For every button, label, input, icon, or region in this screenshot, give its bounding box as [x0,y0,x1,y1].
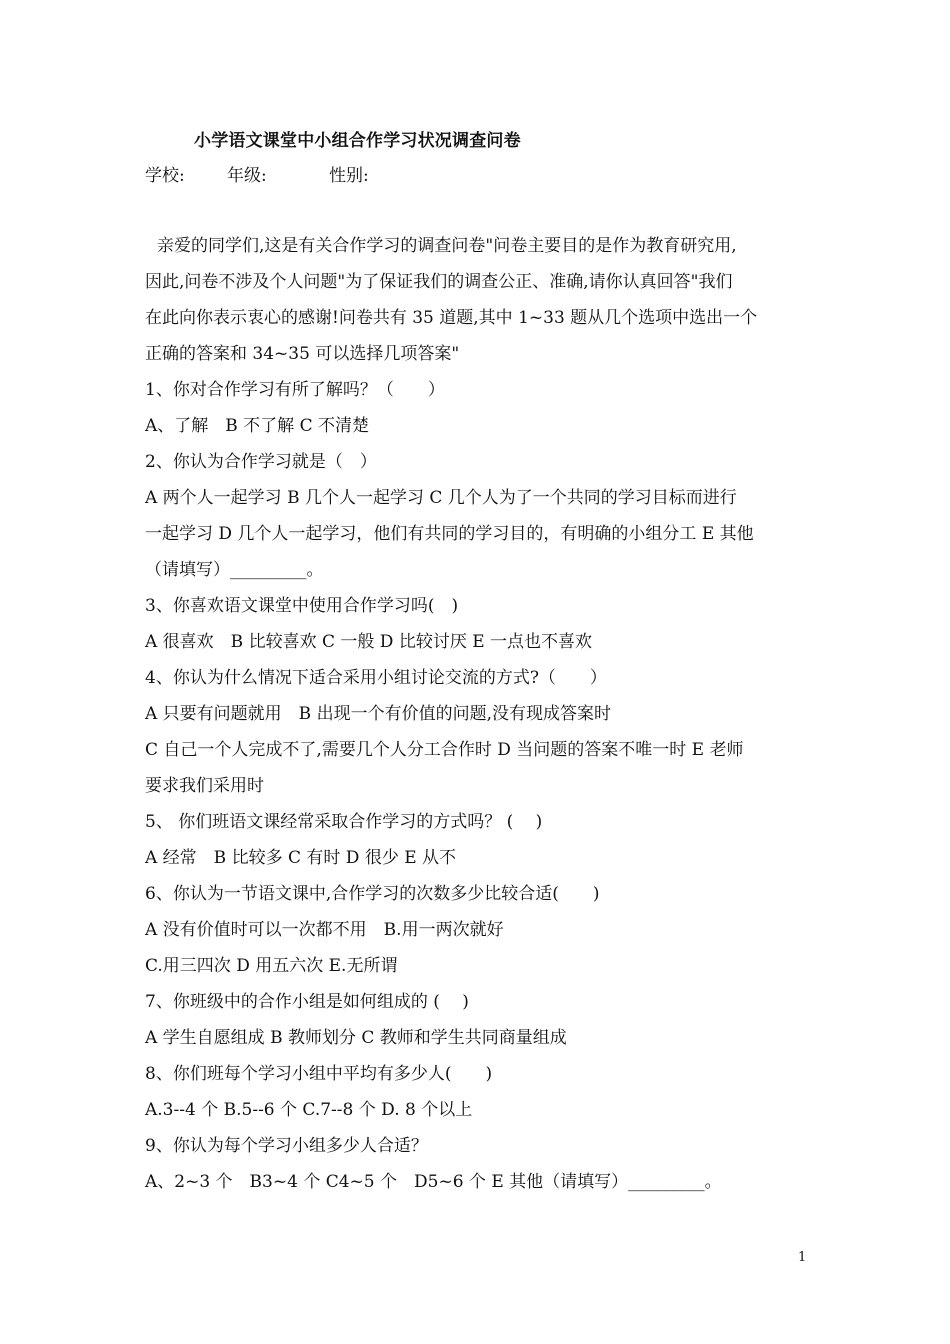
document-title: 小学语文课堂中小组合作学习状况调查问卷 [194,131,521,151]
question-4-options: C 自己一个人完成不了,需要几个人分工合作时 D 当问题的答案不唯一时 E 老师 [145,740,744,760]
question-2-options: （请填写）_________。 [145,560,324,580]
gender-field-label: 性别: [329,166,369,186]
question-8-options: A.3--4 个 B.5--6 个 C.7--8 个 D. 8 个以上 [145,1100,473,1120]
question-7-options: A 学生自愿组成 B 教师划分 C 教师和学生共同商量组成 [145,1028,567,1048]
question-6-options: A 没有价值时可以一次都不用 B.用一两次就好 [145,920,504,940]
question-3: 3、你喜欢语文课堂中使用合作学习吗( ) [145,596,459,616]
question-5: 5、 你们班语文课经常采取合作学习的方式吗？ ( ) [145,812,543,832]
page-number: 1 [798,1250,807,1265]
header-fields [145,161,369,186]
intro-line: 因此,问卷不涉及个人问题"为了保证我们的调查公正、准确,请你认真回答"我们 [145,272,733,292]
question-4-options: 要求我们采用时 [145,776,264,796]
question-8: 8、你们班每个学习小组中平均有多少人( ) [145,1064,493,1084]
question-1: 1、你对合作学习有所了解吗？（ ） [145,380,445,400]
question-2-options: 一起学习 D 几个人一起学习，他们有共同的学习目的，有明确的小组分工 E 其他 [145,524,754,544]
question-9: 9、你认为每个学习小组多少人合适？ [145,1136,428,1156]
question-3-options: A 很喜欢 B 比较喜欢 C 一般 D 比较讨厌 E 一点也不喜欢 [145,632,593,652]
question-6: 6、你认为一节语文课中,合作学习的次数多少比较合适( ) [145,884,600,904]
question-1-options: A、了解 B 不了解 C 不清楚 [145,416,369,436]
school-field-label: 学校: [145,166,185,186]
grade-field-label: 年级: [227,166,267,186]
intro-line: 亲爱的同学们,这是有关合作学习的调查问卷"问卷主要目的是作为教育研究用, [157,236,737,256]
intro-line: 正确的答案和 34~35 可以选择几项答案" [145,344,460,364]
question-4-options: A 只要有问题就用 B 出现一个有价值的问题,没有现成答案时 [145,704,611,724]
question-6-options: C.用三四次 D 用五六次 E.无所谓 [145,956,398,976]
question-9-options: A、2~3 个 B3~4 个 C4~5 个 D5~6 个 E 其他（请填写）_________。 [145,1172,722,1192]
question-4: 4、你认为什么情况下适合采用小组讨论交流的方式?（ ） [145,668,607,688]
question-7: 7、你班级中的合作小组是如何组成的 ( ) [145,992,469,1012]
questionnaire-body [145,228,810,1200]
question-2-options: A 两个人一起学习 B 几个人一起学习 C 几个人为了一个共同的学习目标而进行 [145,488,737,508]
question-2: 2、你认为合作学习就是（ ） [145,452,377,472]
intro-line: 在此向你表示衷心的感谢!问卷共有 35 道题,其中 1~33 题从几个选项中选出一个 [145,308,758,328]
question-5-options: A 经常 B 比较多 C 有时 D 很少 E 从不 [145,848,457,868]
